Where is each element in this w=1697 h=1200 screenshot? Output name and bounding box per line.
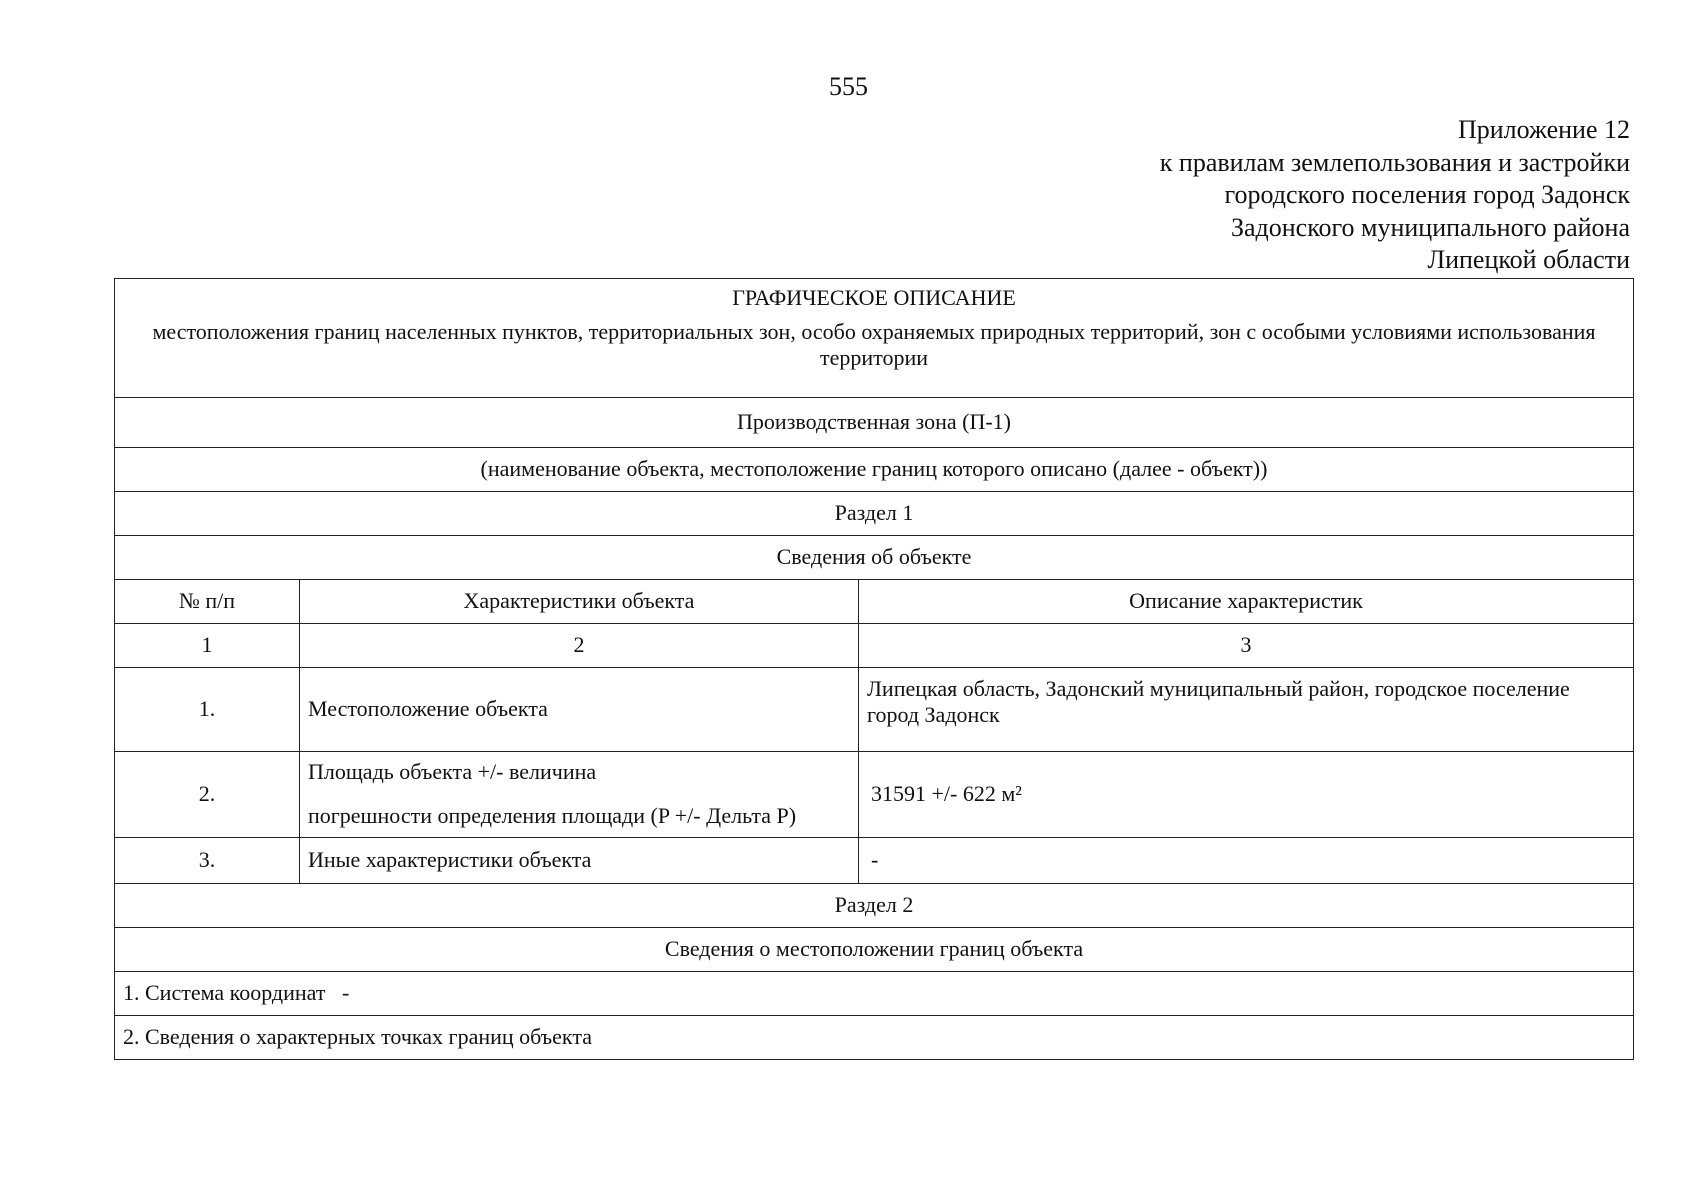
page-number: 555: [829, 72, 868, 101]
row-number: 1.: [115, 667, 300, 751]
row-characteristic: Иные характеристики объекта: [300, 837, 859, 883]
row-characteristic-line: погрешности определения площади (P +/- Дельта P): [308, 803, 797, 828]
column-number: 1: [115, 623, 300, 667]
column-number: 3: [859, 623, 1634, 667]
table-row: [115, 837, 1634, 883]
section1-title: Раздел 1: [115, 491, 1634, 535]
section2-subtitle: Сведения о местоположении границ объекта: [115, 927, 1634, 971]
column-number-row: [115, 623, 1634, 667]
appendix-line: Липецкой области: [1427, 245, 1630, 274]
row-number: 2.: [115, 751, 300, 837]
boundary-points-heading: 2. Сведения о характерных точках границ объекта: [115, 1015, 1634, 1059]
row-description: 31591 +/- 622 м²: [859, 751, 1634, 837]
row-description: Липецкая область, Задонский муниципальный район, городское поселение город Задонск: [859, 667, 1634, 751]
document-description: местоположения границ населенных пунктов, территориальных зон, особо охраняемых природных территорий, зон с особыми условиями использования территории: [115, 319, 1634, 398]
object-caption: (наименование объекта, местоположение границ которого описано (далее - объект)): [115, 447, 1634, 491]
appendix-line: к правилам землепользования и застройки: [1159, 147, 1630, 177]
row-characteristic: Местоположение объекта: [300, 667, 859, 751]
appendix-block: [1160, 114, 1630, 277]
table-header-row: [115, 579, 1634, 623]
row-characteristic-line: Площадь объекта +/- величина: [308, 759, 597, 784]
column-number: 2: [300, 623, 859, 667]
row-characteristic: [300, 751, 859, 837]
column-header: Характеристики объекта: [300, 579, 859, 623]
table-row: [115, 667, 1634, 751]
appendix-line: Задонского муниципального района: [1230, 212, 1630, 242]
appendix-line: городского поселения город Задонск: [1224, 180, 1630, 209]
table-row: [115, 751, 1634, 837]
column-header: Описание характеристик: [859, 579, 1634, 623]
appendix-line: Приложение 12: [1457, 115, 1630, 144]
column-header: № п/п: [115, 579, 300, 623]
coordinate-system: 1. Система координат -: [115, 971, 1634, 1015]
row-number: 3.: [115, 837, 300, 883]
object-name: Производственная зона (П-1): [115, 397, 1634, 447]
section1-subtitle: Сведения об объекте: [115, 535, 1634, 579]
graphic-description-table: [114, 278, 1634, 1060]
document-title: ГРАФИЧЕСКОЕ ОПИСАНИЕ: [115, 279, 1634, 319]
section2-title: Раздел 2: [115, 883, 1634, 927]
row-description: -: [859, 837, 1634, 883]
